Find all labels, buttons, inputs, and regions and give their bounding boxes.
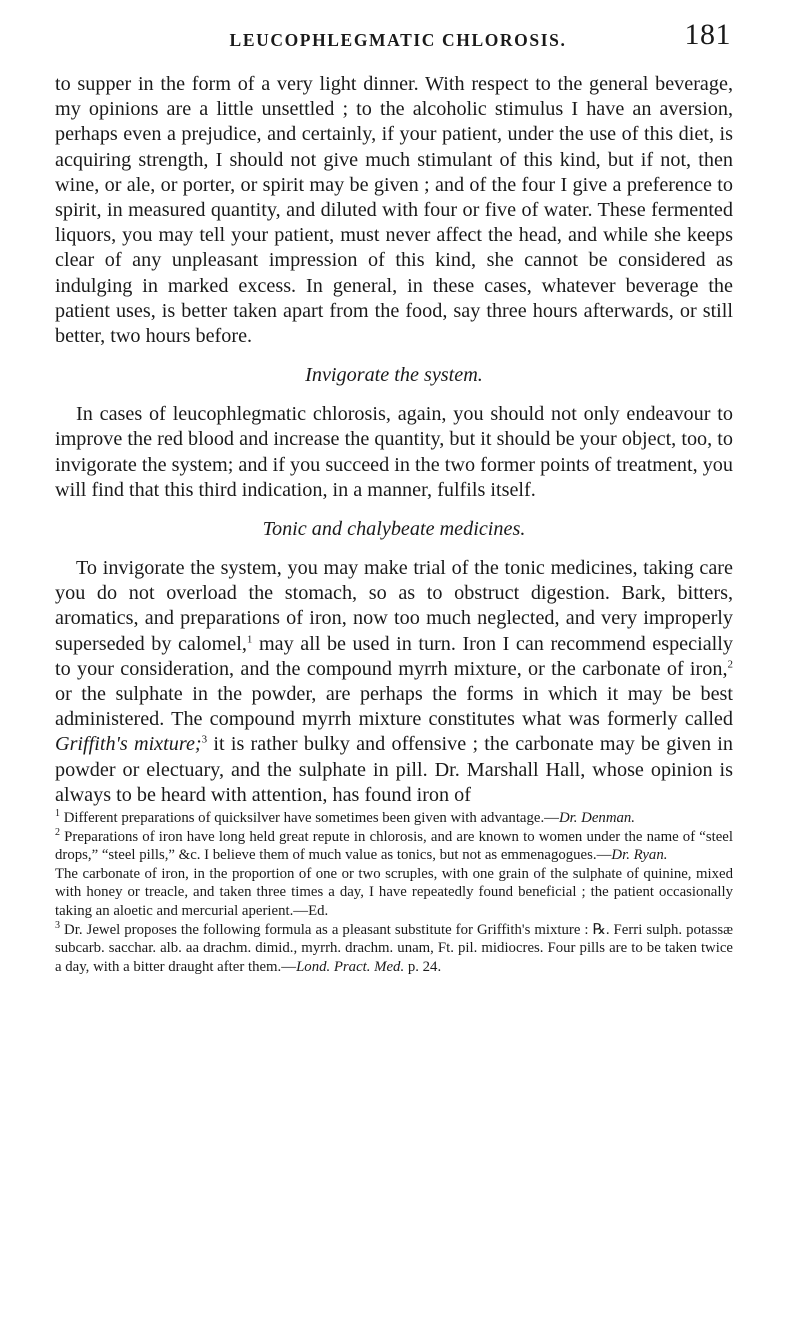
paragraph-diet-beverage: to supper in the form of a very light dinner. With respect to the general beverage, my opinions are a little unsettled ; to the alcoholic stimulus I have an aversion, perhaps even a prejudice, and certainly, if your patient, under the use of this diet, is acquiring strength, I should not give much stimulant of this kind, but if not, then wine, or ale, or porter, or spirit may be given ; and of the four I give a preference to spirit, in measured quantity, and diluted with four or five of water. These fermented liquors, you may tell your patient, must never affect the head, and while she keeps clear of any unpleasant impression of this kind, she cannot be considered as indulging in marked excess. In general, in these cases, whatever beverage the patient uses, is better taken apart from the food, say three hours afterwards, or still better, two hours before.	[55, 73, 733, 348]
body-text	[55, 72, 733, 808]
footnote-marker: 2	[55, 826, 60, 838]
footnote-reference: 1	[246, 632, 253, 645]
running-title: LEUCOPHLEGMATIC CHLOROSIS.	[229, 30, 567, 50]
italic-term: Griffith's mixture	[55, 733, 195, 756]
paragraph-text: it is rather bulky and offensive ; the carbonate may be given in powder or electuary, and the sulphate in pill. Dr. Marshall Hall, whose opinion is always to be heard with attention, has found iron of	[55, 733, 733, 806]
section-heading-tonic-chalybeate: Tonic and chalybeate medicines.	[262, 518, 526, 541]
paragraph-tonic-medicines	[55, 556, 733, 808]
footnote-page-ref: p. 24.	[404, 958, 442, 975]
running-head	[55, 18, 733, 52]
footnote-reference: 2	[727, 658, 733, 671]
footnote-text: Dr. Jewel proposes the following formula as a pleasant substitute for Griffith's mixture : ℞. Ferri sulph. potassæ subcarb. sacchar. alb. aa drachm. dimid., myrrh. drachm. unam, Ft. pil. midiocres. Four pills are to be taken twice a day, with a bitter draught after them.—	[55, 921, 733, 975]
footnote-3	[55, 921, 733, 977]
footnote-1	[55, 809, 733, 828]
paragraph-invigorate: In cases of leucophlegmatic chlorosis, again, you should not only endeavour to improve the red blood and increase the quantity, but it should be your object, too, to invigorate the system; and if you succeed in the two former points of treatment, you will find that this third indication, in a manner, fulfils itself.	[55, 403, 733, 501]
footnote-attribution: Lond. Pract. Med.	[296, 958, 405, 975]
footnotes	[55, 809, 733, 976]
paragraph-text: To invigorate the system, you may make trial of the tonic medicines, taking care you do not overload the stomach, so as to obstruct digestion. Bark, bitters, aromatics, and preparations of iron, now too much neglected, and very improperly superseded by calomel,	[55, 557, 733, 655]
page-number: 181	[684, 18, 731, 51]
footnote-marker: 1	[55, 808, 60, 820]
footnote-2-continued: The carbonate of iron, in the proportion of one or two scruples, with one grain of the sulphate of quinine, mixed with honey or treacle, and taken three times a day, I have repeatedly found beneficial ; the patient occasionally taking an aloetic and mercurial aperient.—Ed.	[55, 865, 733, 920]
paragraph-text: may all be used in turn. Iron I can recommend especially to your consideration, and the compound myrrh mixture, or the carbonate of iron,	[55, 632, 733, 680]
section-heading-invigorate: Invigorate the system.	[305, 364, 483, 387]
footnote-text: Different preparations of quicksilver have sometimes been given with advantage.—	[60, 810, 559, 827]
footnote-attribution: Dr. Denman.	[558, 810, 636, 827]
book-page	[55, 18, 733, 976]
italic-punctuation: ;	[194, 733, 202, 756]
footnote-2	[55, 828, 733, 865]
paragraph-text: or the sulphate in the powder, are perhaps the forms in which it may be best administered. The compound myrrh mixture constitutes what was formerly called	[55, 683, 733, 731]
footnote-marker: 3	[55, 919, 60, 931]
footnote-reference: 3	[201, 733, 208, 746]
footnote-attribution: Dr. Ryan.	[611, 847, 668, 864]
footnote-text: Preparations of iron have long held great repute in chlorosis, and are known to women under the name of “steel drops,” “steel pills,” &c. I believe them of much value as tonics, but not as emmenagogues.—	[55, 828, 733, 864]
